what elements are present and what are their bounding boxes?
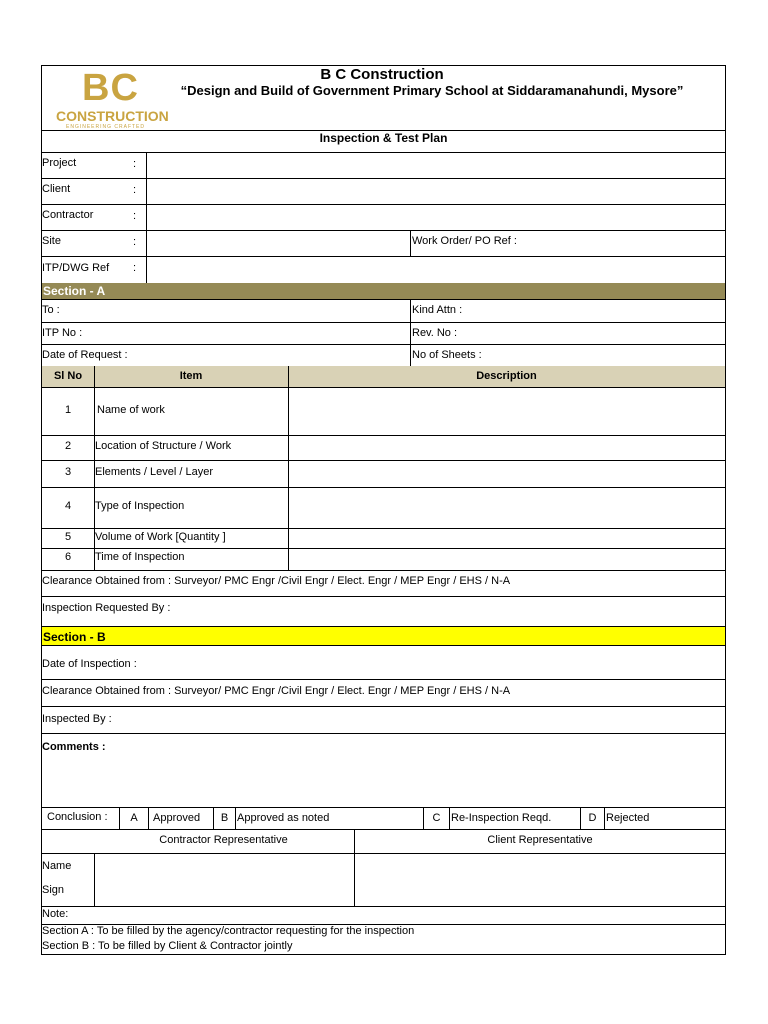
colon: : (133, 236, 137, 248)
colon: : (133, 262, 137, 274)
row-description-field[interactable] (289, 461, 724, 487)
clearance-section-a: Clearance Obtained from : Surveyor/ PMC Engr /Civil Engr / Elect. Engr / MEP Engr / EHS / N-A (42, 575, 511, 587)
client-rep-header: Client Representative (487, 834, 593, 846)
row-sl: 6 (64, 551, 72, 563)
note-section-b: Section B : To be filled by Client & Contractor jointly (42, 940, 293, 952)
row-item: Time of Inspection (95, 551, 185, 563)
contractor-rep-header: Contractor Representative (159, 834, 288, 846)
label-no-sheets: No of Sheets : (412, 349, 482, 361)
row-sl: 3 (64, 466, 72, 478)
project-title: “Design and Build of Government Primary School at Siddaramanahundi, Mysore” (180, 83, 684, 98)
table-row (42, 487, 725, 528)
label-name: Name (42, 860, 72, 872)
col-header-sl: Sl No (53, 370, 83, 382)
clearance-section-b: Clearance Obtained from : Surveyor/ PMC Engr /Civil Engr / Elect. Engr / MEP Engr / EHS / N-A (42, 685, 511, 697)
label-date-request: Date of Request : (42, 349, 128, 361)
form-title: Inspection & Test Plan (319, 131, 448, 145)
table-row (42, 388, 725, 435)
note-section-a: Section A : To be filled by the agency/contractor requesting for the inspection (42, 925, 415, 937)
option-reinspection-label: Re-Inspection Reqd. (451, 812, 552, 824)
client-field[interactable] (147, 179, 724, 204)
label-itp-no: ITP No : (42, 327, 83, 339)
table-row (42, 528, 725, 548)
logo-construction-text: CONSTRUCTION (56, 108, 169, 124)
row-sl: 1 (64, 404, 72, 416)
section-b-title: Section - B (43, 630, 106, 644)
label-sign: Sign (42, 884, 65, 896)
inspection-form (41, 65, 726, 955)
section-b-header (42, 626, 725, 646)
option-b-checkbox[interactable]: B (220, 812, 229, 824)
row-item: Name of work (97, 404, 165, 416)
colon: : (133, 210, 137, 222)
option-a-checkbox[interactable]: A (130, 812, 138, 824)
option-approved-noted-label: Approved as noted (237, 812, 330, 824)
contractor-field[interactable] (147, 205, 724, 230)
label-comments: Comments : (42, 741, 106, 753)
row-description-field[interactable] (289, 488, 724, 528)
label-itp-dwg: ITP/DWG Ref (42, 262, 110, 274)
row-sl: 2 (64, 440, 72, 452)
site-field[interactable] (147, 231, 409, 256)
note-label: Note: (42, 908, 69, 920)
label-inspected-by: Inspected By : (42, 713, 112, 725)
row-item: Type of Inspection (95, 500, 185, 512)
label-contractor: Contractor (42, 209, 94, 221)
label-kind-attn: Kind Attn : (412, 304, 463, 316)
option-rejected-label: Rejected (606, 812, 650, 824)
row-sl: 4 (64, 500, 72, 512)
label-site: Site (42, 235, 61, 247)
logo-bc-text: BC (82, 67, 139, 109)
col-header-desc: Description (476, 370, 537, 382)
section-a-title: Section - A (43, 284, 106, 298)
colon: : (133, 158, 137, 170)
label-client: Client (42, 183, 71, 195)
section-a-header (42, 283, 725, 300)
row-item: Location of Structure / Work (95, 440, 232, 452)
project-field[interactable] (147, 153, 724, 178)
option-d-checkbox[interactable]: D (588, 812, 597, 824)
contractor-signature-field[interactable] (95, 854, 354, 906)
row-description-field[interactable] (289, 529, 724, 548)
company-name: B C Construction (320, 66, 444, 83)
row-item: Volume of Work [Quantity ] (95, 531, 226, 543)
option-approved-label: Approved (153, 812, 201, 824)
table-row (42, 548, 725, 570)
comments-field[interactable] (42, 756, 725, 806)
row-description-field[interactable] (289, 436, 724, 460)
option-c-checkbox[interactable]: C (432, 812, 441, 824)
label-project: Project (42, 157, 77, 169)
colon: : (133, 184, 137, 196)
row-sl: 5 (64, 531, 72, 543)
row-description-field[interactable] (289, 389, 724, 435)
row-item: Elements / Level / Layer (95, 466, 214, 478)
table-row (42, 435, 725, 460)
label-rev-no: Rev. No : (412, 327, 458, 339)
logo-tagline: ENGINEERING CRAFTED (66, 124, 146, 130)
label-date-inspection: Date of Inspection : (42, 658, 137, 670)
col-header-item: Item (179, 370, 203, 382)
company-logo (42, 66, 182, 131)
row-description-field[interactable] (289, 549, 724, 570)
label-to: To : (42, 304, 60, 316)
label-conclusion: Conclusion : (47, 811, 108, 823)
table-row (42, 460, 725, 487)
client-signature-field[interactable] (355, 854, 724, 906)
label-work-order: Work Order/ PO Ref : (412, 235, 517, 247)
label-requested-by: Inspection Requested By : (42, 602, 171, 614)
itp-dwg-field[interactable] (147, 257, 724, 283)
